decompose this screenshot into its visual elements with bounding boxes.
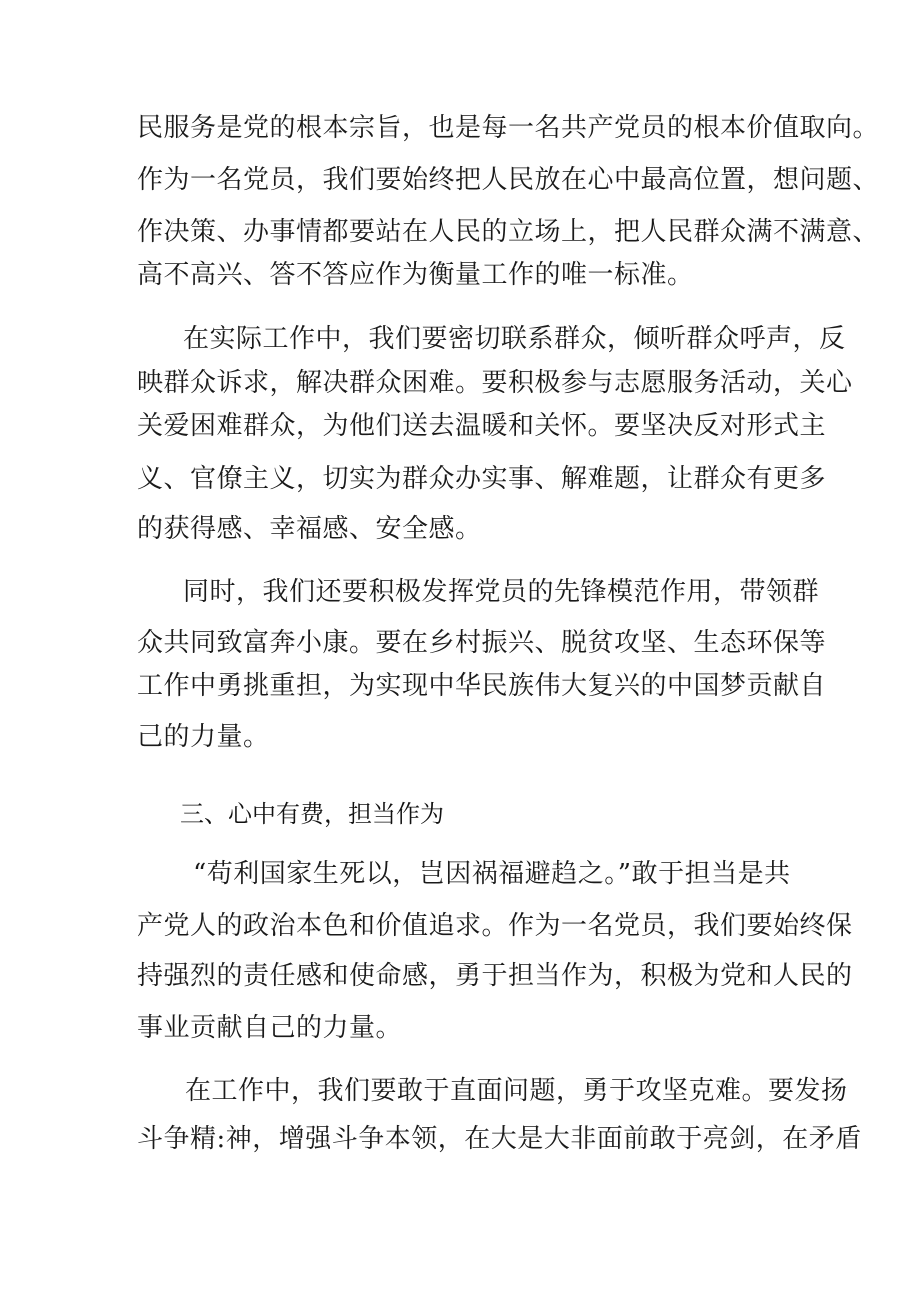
paragraph-1-line-4: 高不高兴、答不答应作为衡量工作的唯一标准。 <box>137 260 694 290</box>
paragraph-2-line-2: 映群众诉求，解决群众困难。要积极参与志愿服务活动，关心 <box>137 368 853 398</box>
paragraph-1-line-3: 作决策、办事情都要站在人民的立场上，把人民群众满不满意、 <box>137 217 880 247</box>
paragraph-4-line-2: 产党人的政治本色和价值追求。作为一名党员，我们要始终保 <box>137 911 853 941</box>
paragraph-2-line-3: 关爱困难群众，为他们送去温暖和关怀。要坚决反对形式主 <box>137 411 827 441</box>
paragraph-2-line-5: 的获得感、幸福感、安全感。 <box>137 514 482 544</box>
section-heading: 三、心中有费，担当作为 <box>180 800 444 828</box>
paragraph-5-line-1: 在工作中，我们要敢于直面问题，勇于攻坚克难。要发扬 <box>185 1076 848 1106</box>
paragraph-3-line-1: 同时，我们还要积极发挥党员的先锋模范作用，带领群 <box>183 577 820 607</box>
paragraph-1-line-1: 民服务是党的根本宗旨，也是每一名共产党员的根本价值取向。 <box>137 113 880 143</box>
paragraph-1-line-2: 作为一名党员，我们要始终把人民放在心中最高位置，想问题、 <box>137 165 880 195</box>
paragraph-4-line-3: 持强烈的责任感和使命感，勇于担当作为，积极为党和人民的 <box>137 961 853 991</box>
paragraph-5-line-2: 斗争精:神，增强斗争本领，在大是大非面前敢于亮剑，在矛盾 <box>137 1124 862 1154</box>
paragraph-2-line-1: 在实际工作中，我们要密切联系群众，倾听群众呼声，反 <box>183 324 846 354</box>
paragraph-3-line-4: 己的力量。 <box>137 722 270 752</box>
paragraph-4-line-1: “苟利国家生死以，岂因祸福避趋之。”敢于担当是共 <box>193 859 791 889</box>
paragraph-3-line-3: 工作中勇挑重担，为实现中华民族伟大复兴的中国梦贡献自 <box>137 671 827 701</box>
paragraph-3-line-2: 众共同致富奔小康。要在乡村振兴、脱贫攻坚、生态环保等 <box>137 628 827 658</box>
paragraph-2-line-4: 义、官僚主义，切实为群众办实事、解难题，让群众有更多 <box>137 464 827 494</box>
paragraph-4-line-4: 事业贡献自己的力量。 <box>137 1013 403 1043</box>
